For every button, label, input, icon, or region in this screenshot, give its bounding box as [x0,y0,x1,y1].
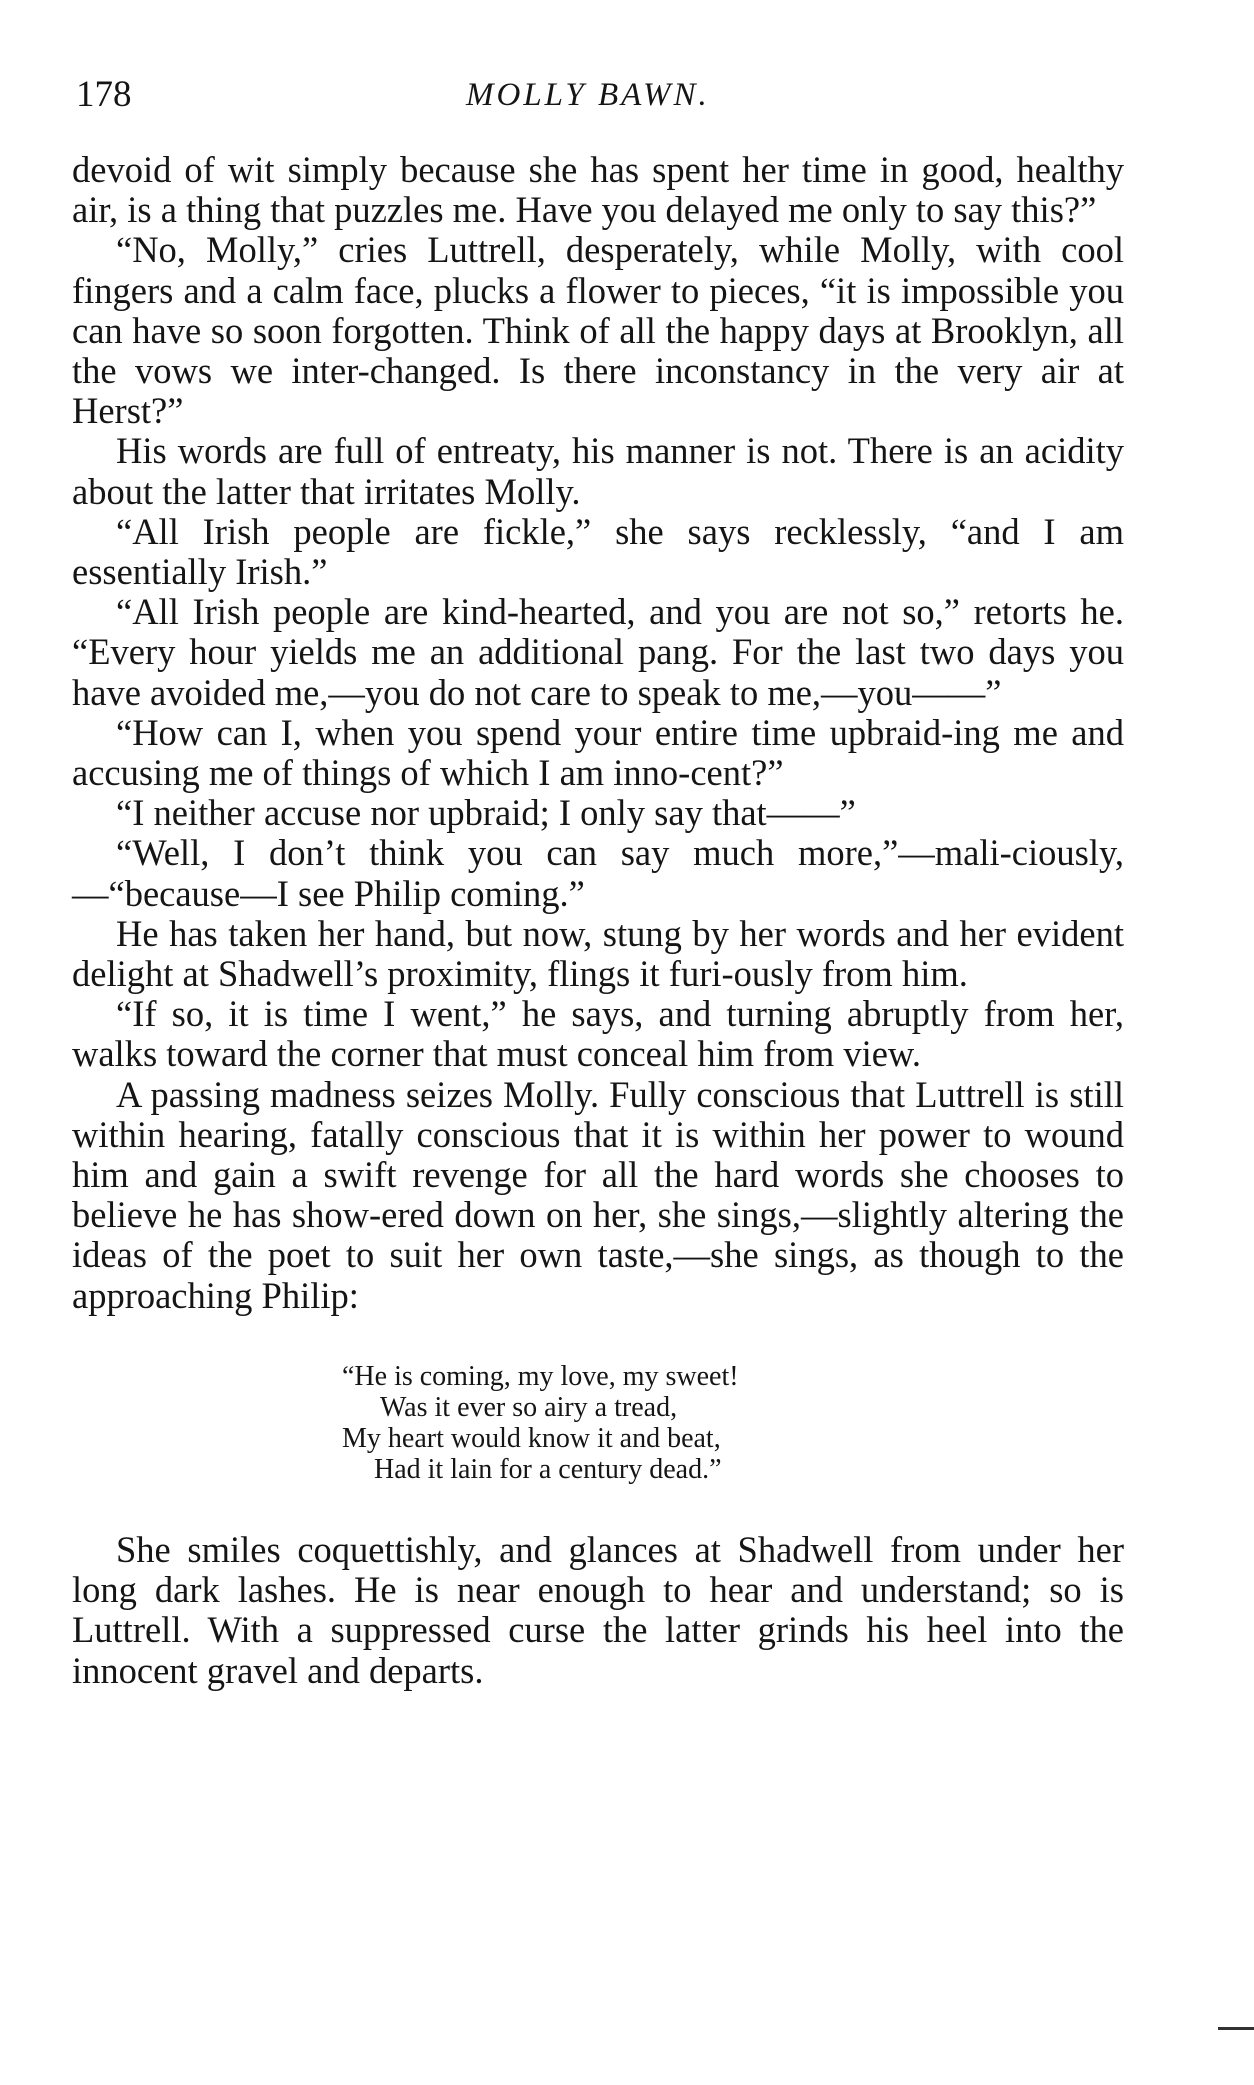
paragraph: devoid of wit simply because she has spent her time in good, healthy air, is a thing that puzzles me. Have you delayed me only to say this?” [72,149,1124,231]
page-number: 178 [76,74,132,115]
poem-verse [72,1361,1124,1485]
book-title: MOLLY BAWN. [466,77,710,113]
paragraph: “All Irish people are kind-hearted, and you are not so,” retorts he. “Every hour yields me an additional pang. For the last two days you have avoided me,—you do not care to speak to me,—you——” [72,591,1124,713]
closing-paragraph: She smiles coquettishly, and glances at Shadwell from under her long dark lashes. He is near enough to hear and understand; so is Luttrell. With a suppressed curse the latter grinds his heel into the innocent gravel and departs. [72,1528,1124,1691]
poem-line: My heart would know it and beat, [342,1422,721,1454]
paragraph: He has taken her hand, but now, stung by her words and her evident delight at Shadwell’s proximity, flings it furi-ously from him. [72,912,1124,995]
paragraph: “How can I, when you spend your entire time upbraid-ing me and accusing me of things of which I am inno-cent?” [72,711,1124,794]
poem-line: Had it lain for a century dead.” [374,1453,722,1485]
paragraph: “If so, it is time I went,” he says, and turning abruptly from her, walks toward the corner that must conceal him from view. [72,993,1124,1075]
margin-rule-mark [1218,2027,1254,2030]
paragraph: “All Irish people are fickle,” she says recklessly, “and I am essentially Irish.” [72,510,1124,593]
paragraph: “Well, I don’t think you can say much more,”—mali-ciously,—“because—I see Philip coming.” [72,832,1124,914]
paragraph: “I neither accuse nor upbraid; I only say that——” [116,792,856,834]
poem-line: “He is coming, my love, my sweet! [342,1360,739,1392]
paragraph: “No, Molly,” cries Luttrell, desperately, while Molly, with cool fingers and a calm face, plucks a flower to pieces, “it is impossible you can have so soon forgotten. Think of all the happy days at Brooklyn, all the vows we inter-changed. Is there inconstancy in the very air at Herst?” [72,229,1124,432]
paragraph: A passing madness seizes Molly. Fully conscious that Luttrell is still within hearing, fatally conscious that it is within her power to wound him and gain a swift revenge for all the hard words she chooses to believe he has show-ered down on her, she sings,—slightly altering the ideas of the poet to suit her own taste,—she sings, as though to the approaching Philip: [72,1073,1124,1316]
body-text [72,150,1124,1691]
paragraph: His words are full of entreaty, his manner is not. There is an acidity about the latter that irritates Molly. [72,430,1124,512]
running-head [76,70,1126,120]
poem-line: Was it ever so airy a tread, [380,1391,678,1423]
